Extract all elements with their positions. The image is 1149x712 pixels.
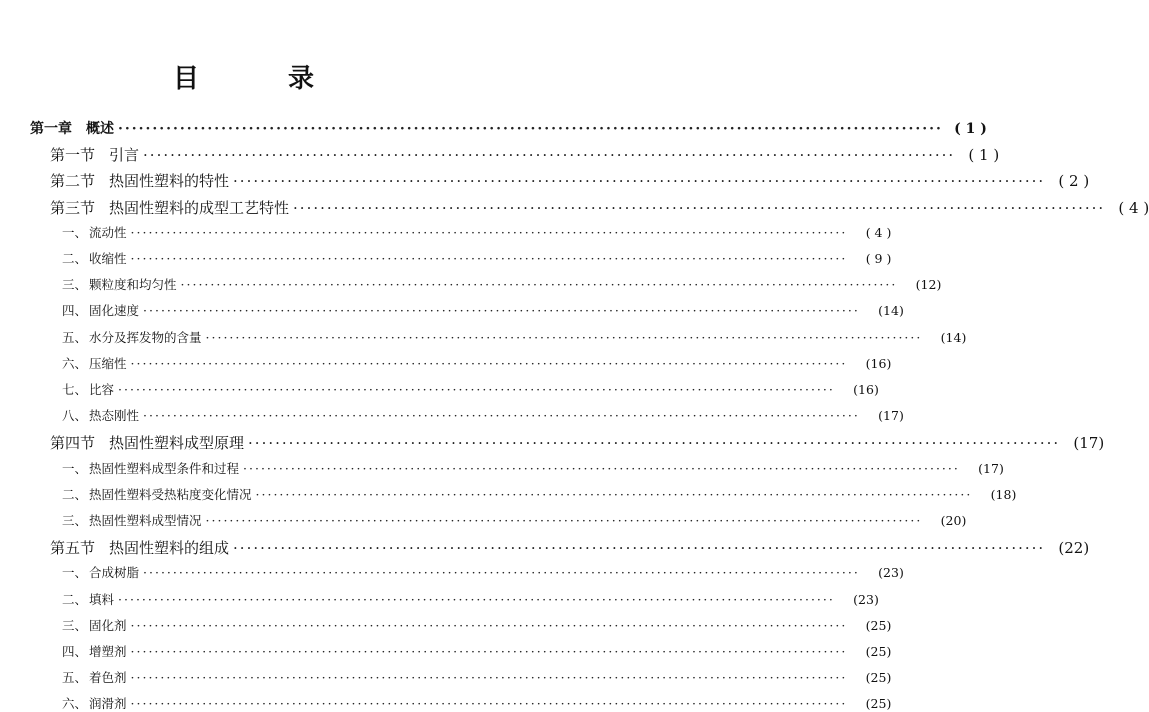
toc-entry-page: (23) [853, 591, 879, 607]
dot-leader: ························································································································ [118, 591, 835, 607]
dot-leader: ························································································································ [205, 329, 923, 345]
toc-entry [62, 694, 892, 712]
toc-entry-page: (25) [865, 617, 892, 633]
toc-entry [62, 485, 1017, 503]
toc-entry-label [50, 432, 244, 453]
toc-entry-page: (17) [1073, 434, 1105, 453]
toc-entry-label [62, 406, 139, 424]
toc-entry [50, 144, 1000, 165]
dot-leader: ························································································································ [205, 513, 923, 528]
toc-entry-number: 四、 [62, 644, 88, 659]
toc-entry-title: 热固性塑料成型原理 [109, 434, 245, 453]
toc-entry [50, 197, 1149, 218]
toc-entry-title: 水分及挥发物的含量 [89, 329, 202, 345]
toc-entry-number: 第四节 [50, 434, 96, 453]
toc-entry-label [30, 118, 114, 138]
toc-entry-page: (25) [865, 670, 892, 686]
toc-entry-title: 比容 [89, 382, 115, 397]
dot-leader: ························································································································ [118, 121, 943, 137]
toc-entry-number: 第三节 [50, 198, 96, 217]
toc-entry-number: 二、 [62, 251, 88, 266]
toc-entry-title: 颗粒度和均匀性 [89, 277, 177, 293]
dot-leader: ························································································································ [143, 408, 860, 424]
toc-entry-title: 热固性塑料的成型工艺特性 [109, 198, 290, 217]
toc-entry-page: (23) [878, 565, 904, 581]
toc-entry-title: 热固性塑料的特性 [109, 172, 230, 191]
toc-entry-label [62, 485, 252, 503]
toc-entry [62, 301, 904, 319]
toc-entry [62, 616, 892, 634]
toc-entry-label [50, 144, 139, 165]
toc-entry-page: (20) [940, 513, 967, 528]
toc-entry-label [62, 275, 177, 293]
toc-entry-number: 第五节 [50, 539, 96, 558]
toc-entry-label [62, 616, 127, 634]
toc-entry-title: 流动性 [89, 224, 127, 240]
dot-leader: ························································································································ [143, 146, 956, 165]
toc-entry [62, 275, 942, 293]
toc-entry-number: 三、 [62, 277, 88, 293]
dot-leader: ························································································································ [130, 670, 848, 686]
toc-entry-page: ( 4 ) [1118, 198, 1149, 217]
dot-leader: ························································································································ [180, 277, 898, 293]
toc-entry-page: (16) [853, 382, 879, 397]
toc-entry-page: (16) [865, 355, 892, 371]
dot-leader: ························································································································ [143, 565, 860, 581]
toc-entry-label [62, 380, 114, 398]
toc-entry-title: 热固性塑料的组成 [109, 539, 230, 558]
toc-entry-label [62, 694, 127, 712]
dot-leader: ························································································································ [143, 303, 860, 319]
toc-entry-label [62, 590, 114, 608]
toc-entry [62, 668, 892, 686]
dot-leader: ························································································································ [130, 644, 848, 659]
toc-entry [62, 406, 904, 424]
toc-entry [62, 511, 967, 529]
toc-entry-page: (14) [878, 303, 904, 319]
toc-entry-number: 四、 [62, 303, 88, 319]
toc-entry-title: 热固性塑料受热粘度变化情况 [89, 486, 252, 502]
dot-leader: ························································································································ [233, 172, 1046, 191]
toc-entry-label [62, 301, 139, 319]
dot-leader: ························································································································ [118, 382, 835, 397]
toc-entry-number: 三、 [62, 617, 88, 633]
toc-entry-title: 润滑剂 [89, 696, 127, 712]
toc-entry-page: (17) [978, 460, 1004, 476]
toc-entry [30, 118, 987, 138]
toc-entry-page: ( 2 ) [1058, 172, 1090, 191]
toc-entry-page: (25) [865, 644, 892, 659]
dot-leader: ························································································································ [255, 486, 973, 502]
toc-entry-number: 六、 [62, 355, 88, 371]
toc-entry-title: 热态刚性 [89, 408, 140, 424]
toc-entry-label [62, 354, 127, 372]
toc-entry-label [62, 642, 127, 660]
toc-entry-number: 一、 [62, 460, 88, 476]
toc-entry-title: 固化剂 [89, 617, 127, 633]
toc-entry-number: 五、 [62, 329, 88, 345]
toc-entry-title: 着色剂 [89, 670, 127, 686]
toc-entry [62, 249, 892, 267]
dot-leader: ························································································································ [130, 696, 848, 712]
toc-entry-title: 收缩性 [89, 251, 127, 266]
dot-leader: ························································································································ [130, 224, 848, 240]
toc-entry-number: 二、 [62, 486, 88, 502]
toc-entry [62, 223, 892, 241]
toc-entry-title: 合成树脂 [89, 565, 140, 581]
toc-entry [62, 459, 1004, 477]
toc-entry-label [50, 537, 229, 558]
toc-entry-page: ( 1 ) [968, 146, 1000, 165]
toc-entry-label [50, 197, 289, 218]
toc-entry [50, 432, 1105, 453]
toc-entry-page: (18) [990, 486, 1017, 502]
toc-entry [62, 328, 967, 346]
dot-leader: ························································································································ [130, 617, 848, 633]
toc-entry-page: ( 1 ) [954, 121, 987, 137]
toc-entry [62, 354, 892, 372]
toc-entry-page: (22) [1058, 539, 1090, 558]
toc-entry [50, 170, 1090, 191]
dot-leader: ························································································································ [130, 251, 848, 266]
toc-entry [62, 563, 904, 581]
toc-entry-number: 第一节 [50, 146, 96, 165]
toc-entry-title: 压缩性 [89, 355, 127, 371]
toc-entry-label [50, 170, 229, 191]
toc-entry-label [62, 511, 202, 529]
toc-entry-title: 热固性塑料成型条件和过程 [89, 460, 240, 476]
dot-leader: ························································································································ [243, 460, 960, 476]
toc-entry [50, 537, 1090, 558]
toc-entry-number: 二、 [62, 591, 88, 607]
toc-entry-number: 七、 [62, 382, 88, 397]
toc-entry-page: ( 4 ) [865, 224, 892, 240]
toc-entry-title: 增塑剂 [89, 644, 127, 659]
toc-entry-label [62, 328, 202, 346]
toc-entry-label [62, 249, 127, 267]
toc-entry-number: 五、 [62, 670, 88, 686]
dot-leader: ························································································································ [233, 539, 1046, 558]
toc-entry-title: 填料 [89, 591, 115, 607]
toc-entry-number: 第一章 [30, 121, 72, 137]
toc-entry-page: (17) [878, 408, 904, 424]
toc-entry-label [62, 668, 127, 686]
toc-entry-number: 一、 [62, 224, 88, 240]
dot-leader: ························································································································ [293, 198, 1106, 217]
toc-entry-number: 三、 [62, 513, 88, 528]
dot-leader: ························································································································ [130, 355, 848, 371]
toc-entry [62, 642, 892, 660]
toc-entry-number: 第二节 [50, 172, 96, 191]
toc-entry-number: 一、 [62, 565, 88, 581]
page-title: 目 录 [172, 64, 355, 94]
dot-leader: ························································································································ [248, 434, 1061, 453]
toc-entry-label [62, 459, 239, 477]
toc-entry [62, 380, 879, 398]
toc-entry-label [62, 223, 127, 241]
toc-entry-title: 固化速度 [89, 303, 140, 319]
toc-entry-number: 八、 [62, 408, 88, 424]
toc-entry-page: (25) [865, 696, 892, 712]
toc-entry-page: (14) [940, 329, 967, 345]
toc-entry-label [62, 563, 139, 581]
toc-entry [62, 590, 879, 608]
toc-entry-title: 概述 [86, 121, 114, 137]
toc-entry-title: 引言 [109, 146, 140, 165]
toc-entry-title: 热固性塑料成型情况 [89, 513, 202, 528]
toc-entry-number: 六、 [62, 696, 88, 712]
toc-entry-page: ( 9 ) [865, 251, 892, 266]
toc-entry-page: (12) [915, 277, 942, 293]
